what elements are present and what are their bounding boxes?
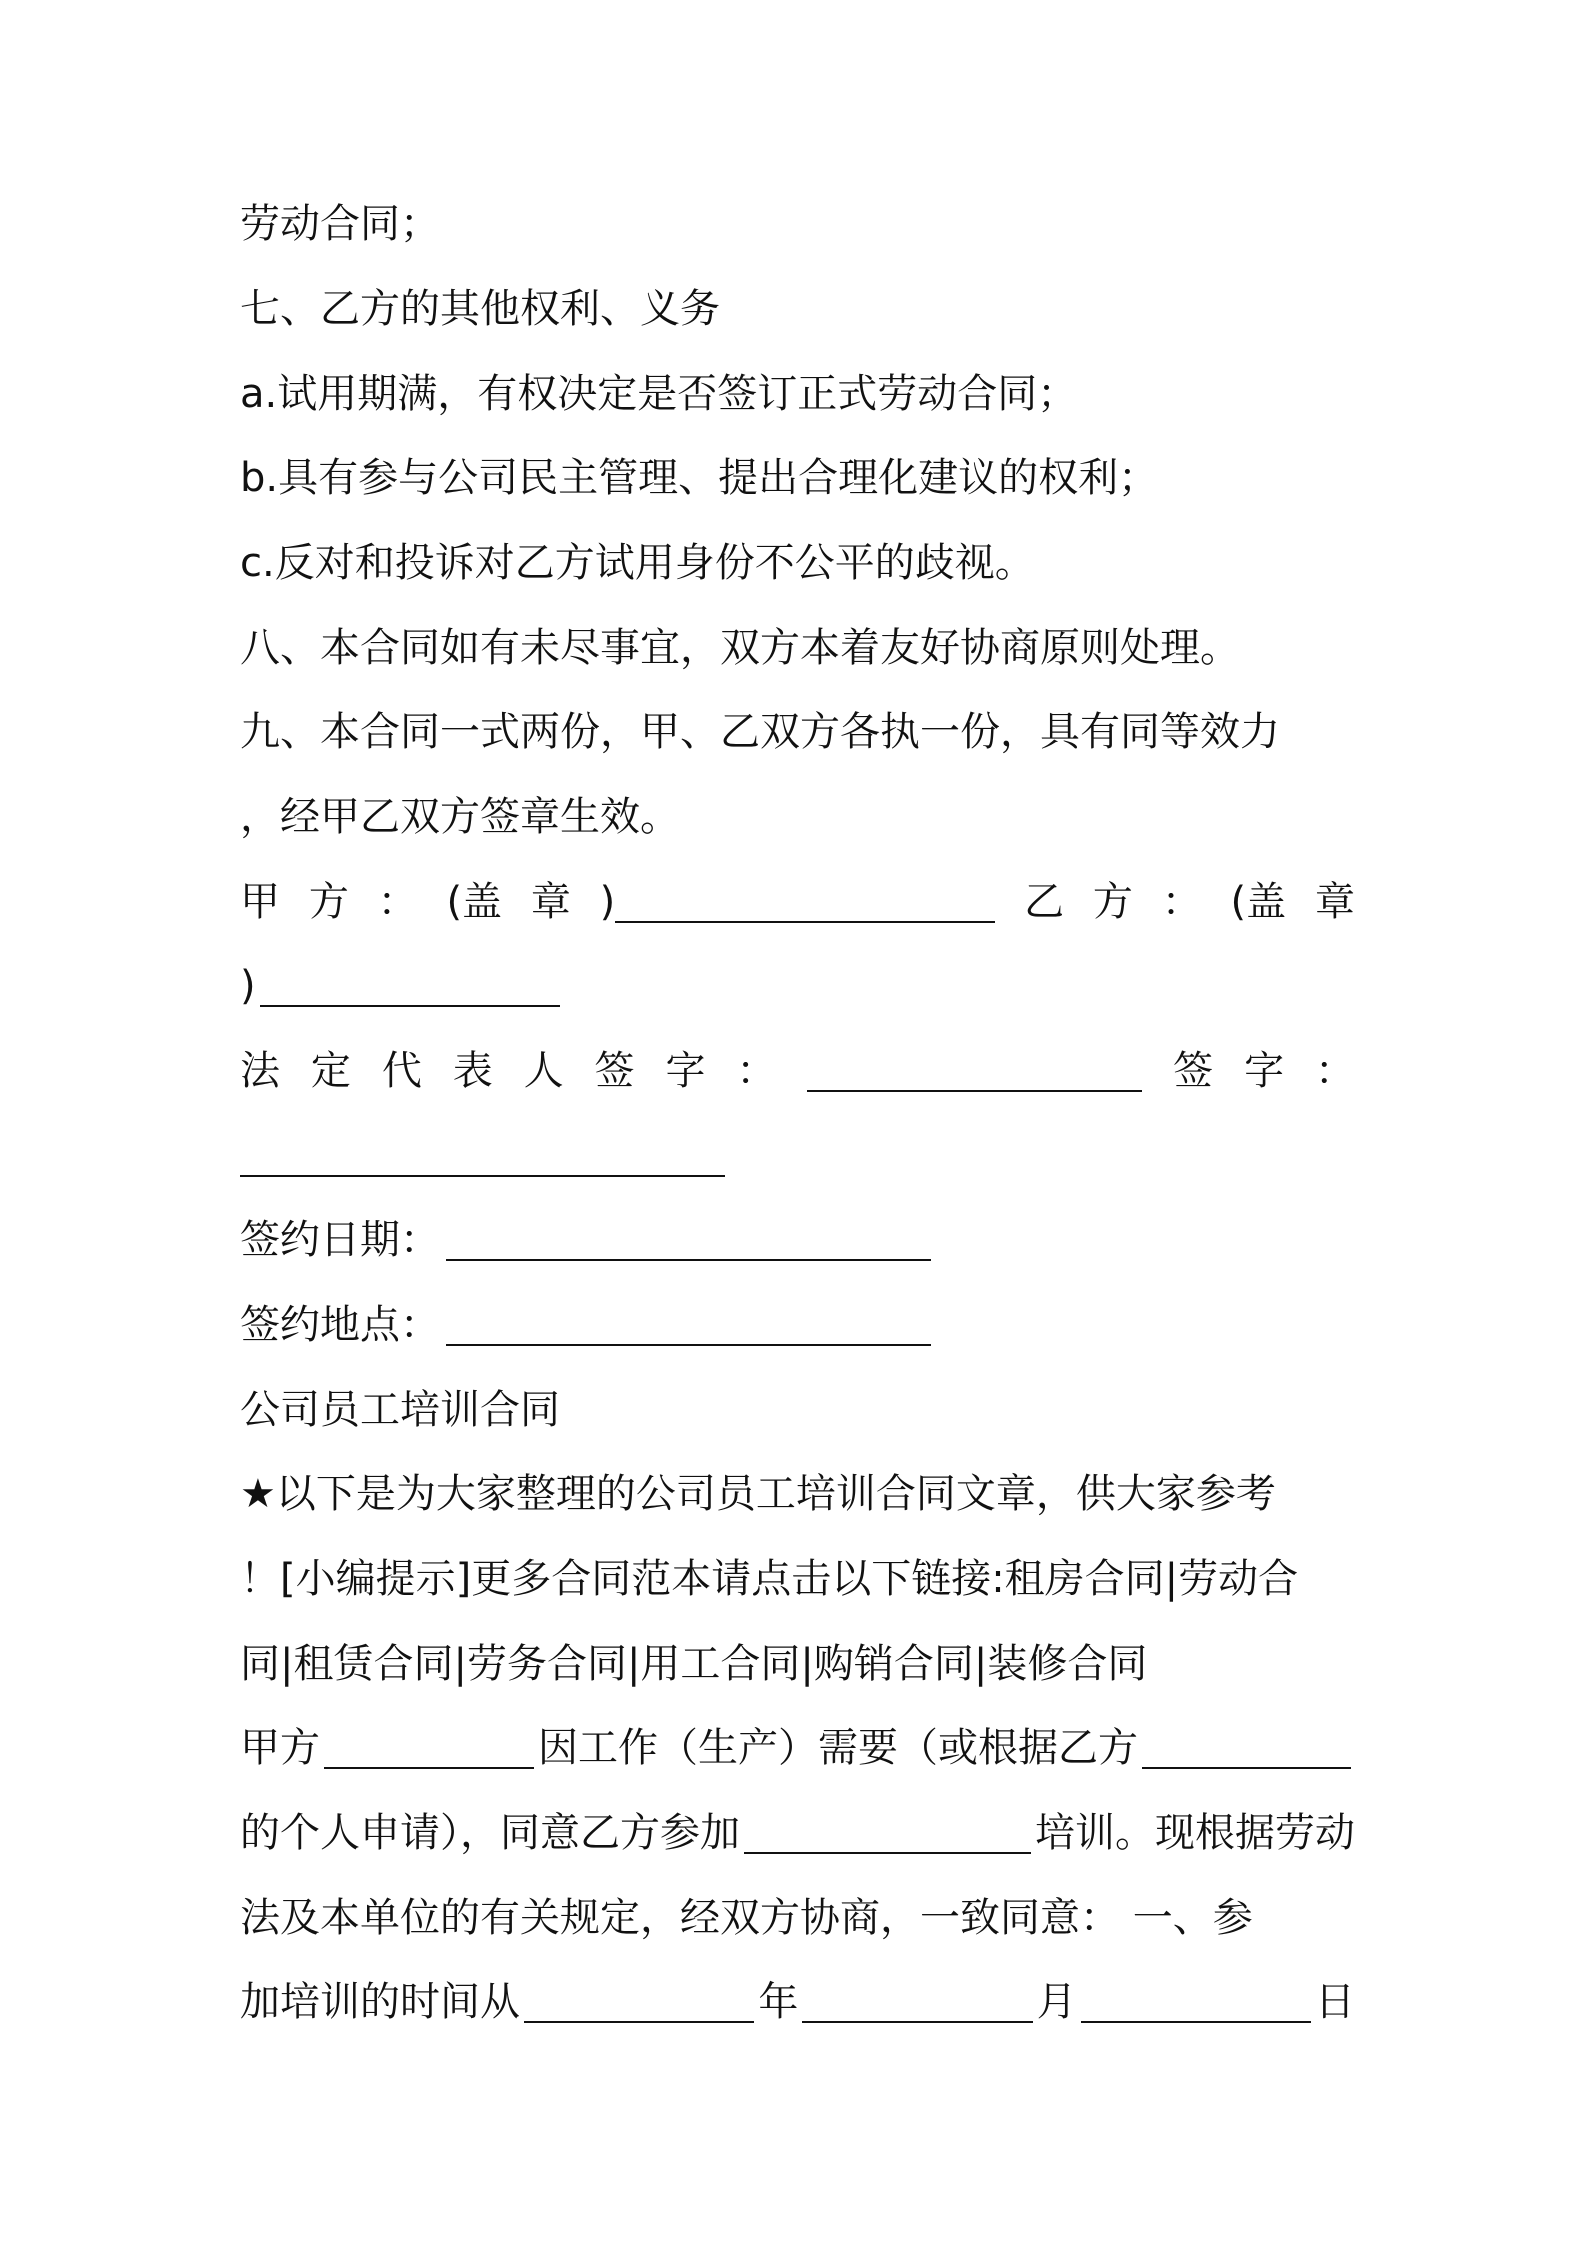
legal-rep-char: 人 [523,1048,564,1094]
text-line: 劳动合同； [240,201,440,247]
year-label: 年 [758,1979,799,2025]
party-b-seal-row [240,958,1355,1014]
text-segment: 因工作（生产）需要（或根据乙方 [538,1725,1138,1771]
year-blank[interactable] [524,1981,754,2023]
party-a-char: 甲 [240,879,280,925]
legal-rep-row [240,1043,1355,1099]
training-name-blank[interactable] [744,1812,1031,1854]
legal-rep-char: 字 [665,1048,706,1094]
month-label: 月 [1036,1979,1077,2025]
legal-rep-char: ： [736,1048,777,1094]
party-b-char: 章 [1314,879,1355,925]
party-a-char: ) [599,879,616,925]
party-a-char: ： [377,879,418,925]
clause-7a: a.试用期满，有权决定是否签订正式劳动合同； [240,371,1078,417]
party-b-close: ) [240,963,256,1009]
clause-7c: c.反对和投诉对乙方试用身份不公平的歧视。 [240,540,1035,586]
legal-rep-char: 定 [310,1048,351,1094]
sign-date-row [240,1212,1355,1268]
intro-line: ★以下是为大家整理的公司员工培训合同文章，供大家参考 [240,1471,1276,1517]
month-blank[interactable] [802,1981,1032,2023]
para-line: 法及本单位的有关规定，经双方协商，一致同意： 一、参 [240,1895,1253,1941]
legal-rep-signature-blank[interactable] [807,1050,1142,1092]
party-seal-row [240,874,1355,930]
sign-char: 字 [1244,1048,1285,1094]
party-b-signature-blank[interactable] [240,1135,725,1177]
clause-7b: b.具有参与公司民主管理、提出合理化建议的权利； [240,455,1159,501]
text-segment: 加培训的时间从 [240,1979,520,2025]
party-b-char: 方 [1092,879,1133,925]
sign-place-blank[interactable] [446,1304,931,1346]
party-b-seal-blank[interactable] [260,965,560,1007]
clause-9: 九、本合同一式两份，甲、乙双方各执一份，具有同等效力 [240,709,1280,755]
text-segment: 的个人申请），同意乙方参加 [240,1810,740,1856]
para-line [240,1805,1355,1861]
sign-char: ： [1314,1048,1355,1094]
doc-title: 公司员工培训合同 [240,1387,560,1433]
text-segment: 培训。现根据劳动 [1035,1810,1355,1856]
para-line [240,1720,1355,1776]
sign-char: 签 [1173,1048,1214,1094]
party-a-char: 方 [308,879,349,925]
legal-rep-char: 表 [452,1048,493,1094]
training-date-line [240,1974,1355,2030]
party-a-char: (盖 [446,879,503,925]
party-b-char: 乙 [1024,879,1065,925]
clause-8: 八、本合同如有未尽事宜，双方本着友好协商原则处理。 [240,625,1240,671]
day-label: 日 [1314,1979,1355,2025]
sign-date-blank[interactable] [446,1219,931,1261]
party-a-seal-blank[interactable] [615,881,995,923]
sign-place-label: 签约地点： [240,1302,440,1348]
sign-place-row [240,1297,1355,1353]
intro-line-links[interactable]: 同|租赁合同|劳务合同|用工合同|购销合同|装修合同 [240,1641,1148,1687]
legal-rep-char: 签 [594,1048,635,1094]
legal-rep-char: 法 [240,1048,280,1094]
party-b-char: ： [1161,879,1202,925]
intro-line-links[interactable]: ！[小编提示]更多合同范本请点击以下链接:租房合同|劳动合 [240,1556,1299,1602]
reason-blank[interactable] [1142,1727,1351,1769]
clause-7-heading: 七、乙方的其他权利、义务 [240,286,720,332]
sign-blank-row [240,1128,1355,1184]
party-a-label: 甲方 [240,1725,320,1771]
party-a-name-blank[interactable] [324,1727,534,1769]
clause-9-cont: ，经甲乙双方签章生效。 [240,794,680,840]
legal-rep-char: 代 [381,1048,422,1094]
party-b-char: (盖 [1230,879,1287,925]
day-blank[interactable] [1081,1981,1311,2023]
sign-date-label: 签约日期： [240,1217,440,1263]
party-a-char: 章 [530,879,571,925]
